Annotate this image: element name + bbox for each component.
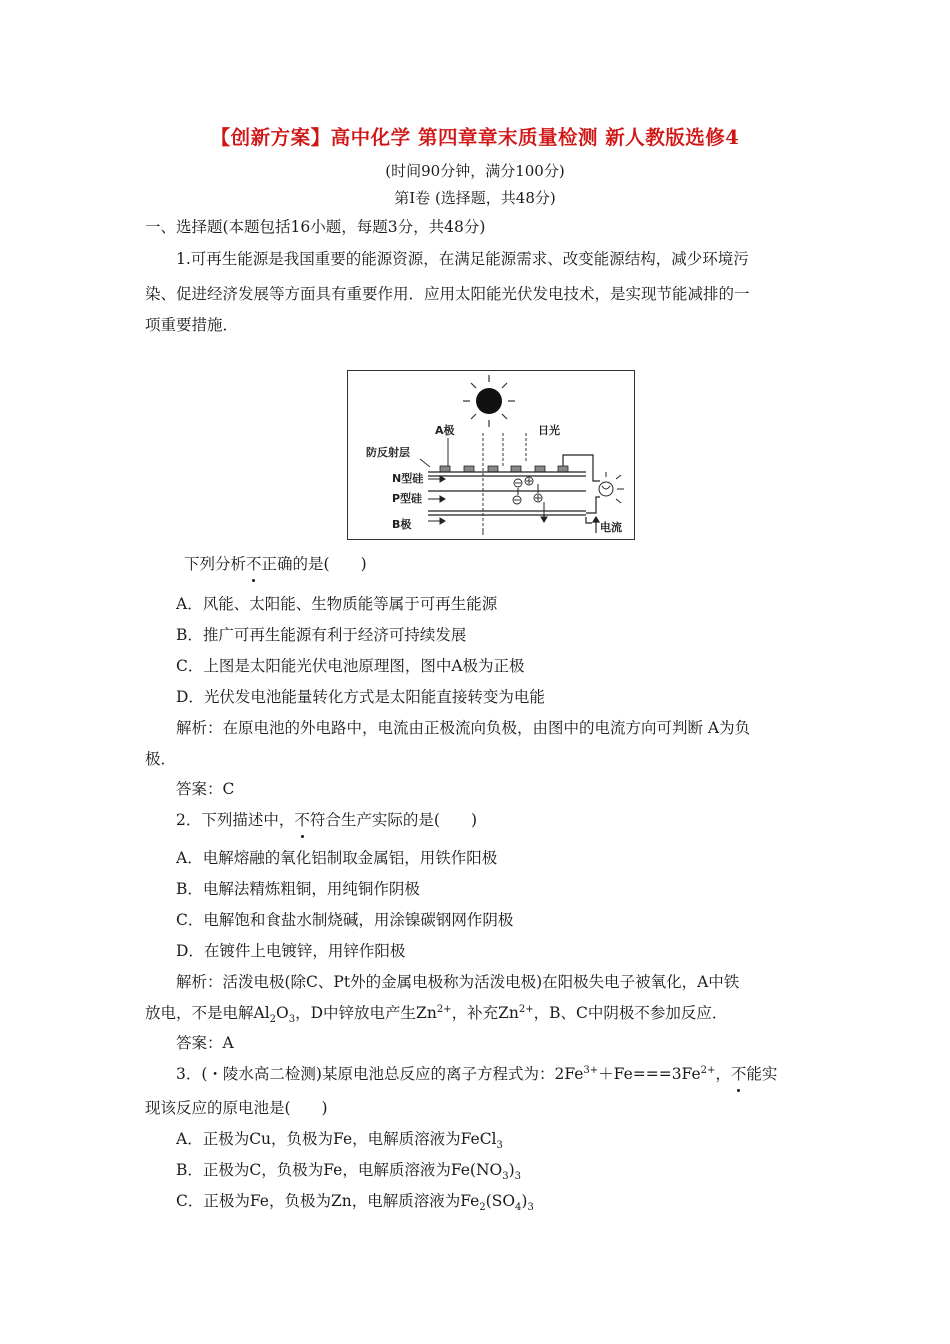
figure-label: A极: [435, 424, 455, 437]
document-title: 【创新方案】高中化学 第四章章末质量检测 新人教版选修4: [210, 126, 740, 149]
figure-label: 电流: [600, 521, 622, 534]
q3-option-c[interactable]: C．正极为Fe，负极为Zn，电解质溶液为$Fe_2(SO_4)_3$: [176, 1192, 534, 1214]
q3-option-a[interactable]: A．正极为Cu，负极为Fe，电解质溶液为FeCl$_3$: [176, 1130, 503, 1152]
q2-analysis-line: 解析：活泼电极(除C、Pt外的金属电极称为活泼电极)在阳极失电子被氧化，A中铁: [176, 973, 740, 991]
q1-option-a[interactable]: A．风能、太阳能、生物质能等属于可再生能源: [176, 595, 498, 613]
volume-heading: 第Ⅰ卷 (选择题，共48分): [394, 189, 556, 207]
q3-option-b[interactable]: B．正极为C，负极为Fe，电解质溶液为$Fe(NO_3)_3$: [176, 1161, 522, 1183]
light-bulb-icon: [599, 472, 624, 503]
solar-cell-diagram: [347, 370, 635, 540]
q2-option-b[interactable]: B．电解法精炼粗铜，用纯铜作阴极: [176, 880, 420, 898]
q1-stem-line: 项重要措施．: [145, 316, 239, 334]
figure-label: P型硅: [392, 492, 423, 505]
sun-icon: [463, 375, 515, 427]
q3-stem-line: 现该反应的原电池是( ): [145, 1099, 328, 1117]
q2-prompt: 2．下列描述中，不符合生产实际的是( ): [176, 808, 477, 830]
figure-label: 日光: [538, 424, 560, 437]
q1-prompt: 下列分析不正确的是( ): [184, 552, 367, 574]
q1-stem-line: 染、促进经济发展等方面具有重要作用．应用太阳能光伏发电技术，是实现节能减排的一: [145, 285, 750, 303]
q1-answer: 答案：C: [176, 780, 235, 798]
q2-answer: 答案：A: [176, 1034, 234, 1052]
q1-analysis-line: 极．: [145, 750, 177, 768]
q2-analysis-line: 放电，不是电解$Al_2O_3$，D中锌放电产生$Zn^{2+}$，补充$Zn^{2+}$，B、C中阴极不参加反应．: [145, 1003, 728, 1026]
q3-stem-line: 3．(・陵水高二检测)某原电池总反应的离子方程式为：$2Fe^{3+}+Fe===3Fe^{2+}$，不能实: [176, 1062, 777, 1084]
figure-label: B极: [392, 518, 412, 531]
q1-stem-line: 1.可再生能源是我国重要的能源资源，在满足能源需求、改变能源结构，减少环境污: [176, 250, 749, 268]
q1-option-c[interactable]: C．上图是太阳能光伏电池原理图，图中A极为正极: [176, 657, 525, 675]
q2-option-a[interactable]: A．电解熔融的氧化铝制取金属铝，用铁作阳极: [176, 849, 498, 867]
figure-label: 防反射层: [366, 446, 410, 459]
section-heading: 一、选择题(本题包括16小题，每题3分，共48分): [145, 218, 486, 236]
q1-option-d[interactable]: D．光伏发电池能量转化方式是太阳能直接转变为电能: [176, 688, 545, 706]
q1-option-b[interactable]: B．推广可再生能源有利于经济可持续发展: [176, 626, 467, 644]
figure-label: N型硅: [392, 472, 424, 485]
q1-analysis-line: 解析：在原电池的外电路中，电流由正极流向负极，由图中的电流方向可判断 A为负: [176, 719, 751, 737]
q2-option-c[interactable]: C．电解饱和食盐水制烧碱，用涂镍碳钢网作阴极: [176, 911, 514, 929]
q2-option-d[interactable]: D．在镀件上电镀锌，用锌作阳极: [176, 942, 406, 960]
time-note: (时间90分钟，满分100分): [385, 162, 565, 180]
